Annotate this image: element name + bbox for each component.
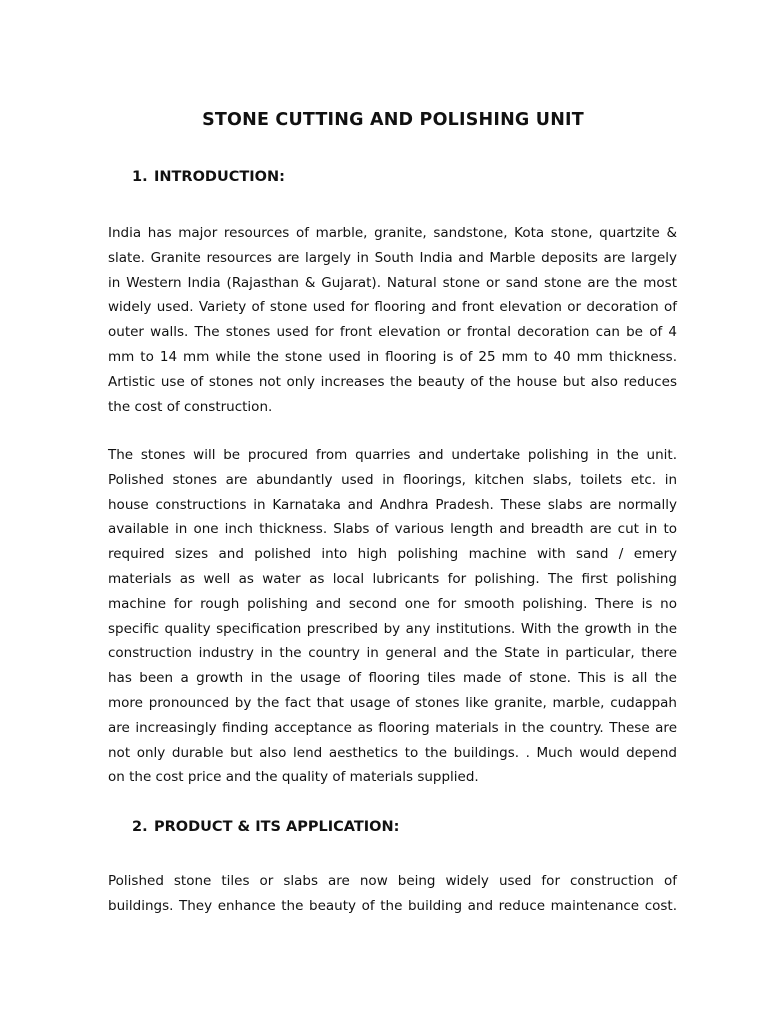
section-title: INTRODUCTION: xyxy=(154,169,285,185)
text-line: are increasingly finding acceptance as flooring materials in the country. These are xyxy=(108,719,677,736)
paragraph-product-application-1 xyxy=(108,869,677,919)
section-heading-product-application xyxy=(132,819,399,835)
text-line: in Western India (Rajasthan & Gujarat). Natural stone or sand stone are the most xyxy=(108,274,677,291)
text-line: widely used. Variety of stone used for flooring and front elevation or decoration of xyxy=(108,299,677,316)
text-line: Artistic use of stones not only increases the beauty of the house but also reduces xyxy=(108,373,677,390)
text-line: construction industry in the country in general and the State in particular, there xyxy=(108,645,677,662)
text-line: Polished stones are abundantly used in floorings, kitchen slabs, toilets etc. in xyxy=(108,471,677,488)
section-heading-introduction xyxy=(132,169,285,185)
text-line: specific quality specification prescribed by any institutions. With the growth in the xyxy=(108,620,677,637)
text-line: outer walls. The stones used for front elevation or frontal decoration can be of 4 xyxy=(108,324,677,341)
section-number: 1. xyxy=(132,169,148,185)
text-line: on the cost price and the quality of materials supplied. xyxy=(108,769,479,786)
text-line: materials as well as water as local lubricants for polishing. The first polishing xyxy=(108,570,677,587)
paragraph-introduction-2 xyxy=(108,443,677,790)
text-line: mm to 14 mm while the stone used in flooring is of 25 mm to 40 mm thickness. xyxy=(108,348,677,365)
section-title: PRODUCT & ITS APPLICATION: xyxy=(154,819,400,835)
text-line: Polished stone tiles or slabs are now being widely used for construction of xyxy=(108,873,677,889)
text-line: available in one inch thickness. Slabs of various length and breadth are cut in to xyxy=(108,521,677,538)
section-number: 2. xyxy=(132,819,148,835)
text-line: the cost of construction. xyxy=(108,398,273,415)
text-line: not only durable but also lend aesthetics to the buildings. . Much would depend xyxy=(108,744,677,761)
text-line: The stones will be procured from quarries and undertake polishing in the unit. xyxy=(108,447,677,463)
text-line: slate. Granite resources are largely in South India and Marble deposits are largely xyxy=(108,249,677,266)
text-line: buildings. They enhance the beauty of the building and reduce maintenance cost. xyxy=(108,897,677,914)
text-line: more pronounced by the fact that usage of stones like granite, marble, cudappah xyxy=(108,694,677,711)
text-line: house constructions in Karnataka and Andhra Pradesh. These slabs are normally xyxy=(108,496,677,513)
paragraph-introduction-1 xyxy=(108,221,677,419)
text-line: required sizes and polished into high polishing machine with sand / emery xyxy=(108,546,677,563)
document-title: STONE CUTTING AND POLISHING UNIT xyxy=(202,110,584,130)
text-line: has been a growth in the usage of flooring tiles made of stone. This is all the xyxy=(108,670,677,687)
text-line: machine for rough polishing and second one for smooth polishing. There is no xyxy=(108,595,677,612)
text-line: India has major resources of marble, granite, sandstone, Kota stone, quartzite & xyxy=(108,225,677,241)
